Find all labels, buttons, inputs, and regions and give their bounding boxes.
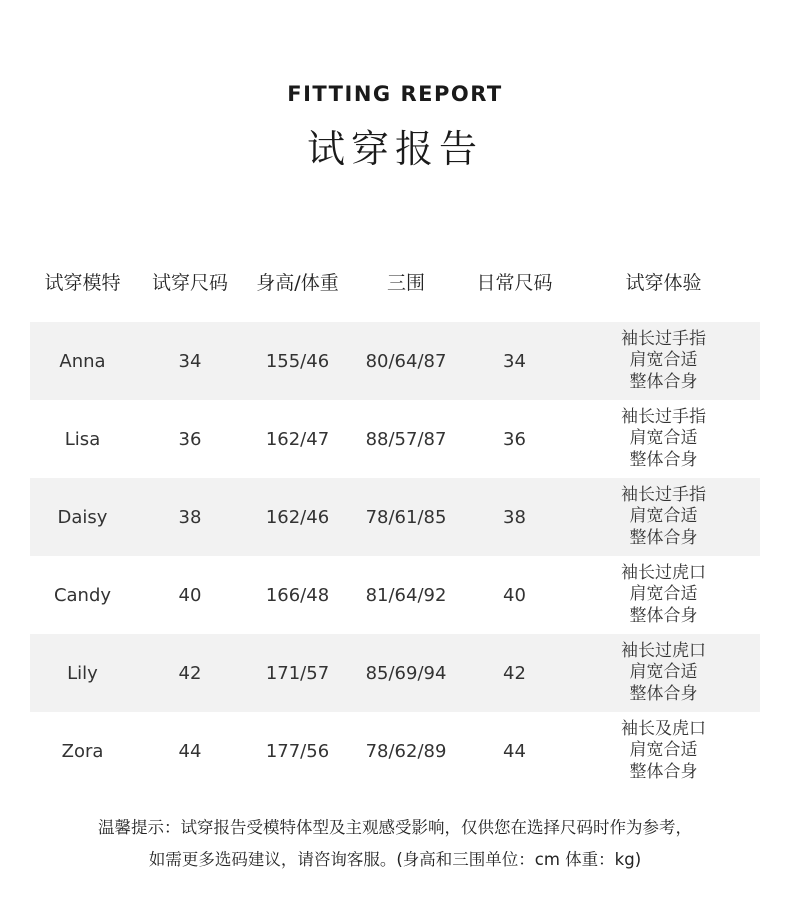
table-row <box>30 478 760 556</box>
experience-sleeve: 袖长过虎口 <box>621 640 706 661</box>
experience-overall: 整体合身 <box>629 683 698 704</box>
table-row <box>30 634 760 712</box>
experience-sleeve: 袖长过手指 <box>621 406 706 427</box>
experience-shoulder: 肩宽合适 <box>629 740 698 761</box>
fitting-experience <box>567 641 760 706</box>
experience-sleeve: 袖长过手指 <box>621 484 706 505</box>
try-size: 42 <box>178 662 202 684</box>
table-row <box>30 712 760 790</box>
height-weight: 171/57 <box>265 662 330 684</box>
try-size: 44 <box>178 740 202 762</box>
daily-size: 40 <box>503 584 526 606</box>
try-size: 38 <box>178 506 202 528</box>
fitting-experience <box>567 485 760 550</box>
measurements: 85/69/94 <box>365 662 447 684</box>
try-size: 36 <box>178 428 202 450</box>
notes-line-2: 如需更多选码建议，请咨询客服。(身高和三围单位：cm 体重：kg) <box>148 850 642 869</box>
model-name: Candy <box>53 584 112 606</box>
experience-sleeve: 袖长及虎口 <box>621 718 706 739</box>
notes-line-1: 温馨提示：试穿报告受模特体型及主观感受影响，仅供您在选择尺码时作为参考， <box>98 818 692 837</box>
daily-size: 38 <box>503 506 526 528</box>
model-name: Anna <box>59 350 106 372</box>
measurements: 81/64/92 <box>365 584 447 606</box>
fitting-experience <box>567 563 760 628</box>
experience-overall: 整体合身 <box>629 527 698 548</box>
measurements: 88/57/87 <box>365 428 447 450</box>
header-daily-size: 日常尺码 <box>476 271 553 294</box>
fitting-table <box>30 255 760 790</box>
experience-overall: 整体合身 <box>629 449 698 470</box>
header-experience: 试穿体验 <box>625 271 702 294</box>
model-name: Lily <box>67 662 98 684</box>
height-weight: 166/48 <box>265 584 330 606</box>
table-header-row <box>30 255 760 307</box>
report-title-english: FITTING REPORT <box>287 82 503 106</box>
experience-overall: 整体合身 <box>629 371 698 392</box>
daily-size: 36 <box>503 428 526 450</box>
height-weight: 155/46 <box>265 350 330 372</box>
model-name: Daisy <box>57 506 108 528</box>
header-try-size: 试穿尺码 <box>151 271 228 294</box>
experience-overall: 整体合身 <box>629 605 698 626</box>
experience-shoulder: 肩宽合适 <box>629 350 698 371</box>
header-measurements: 三围 <box>386 271 425 294</box>
report-title-chinese: 试穿报告 <box>306 127 483 171</box>
experience-overall: 整体合身 <box>629 761 698 782</box>
fitting-experience <box>567 719 760 784</box>
experience-sleeve: 袖长过虎口 <box>621 562 706 583</box>
experience-shoulder: 肩宽合适 <box>629 662 698 683</box>
table-row <box>30 322 760 400</box>
fitting-notes <box>0 812 790 876</box>
fitting-experience <box>567 329 760 394</box>
experience-sleeve: 袖长过手指 <box>621 328 706 349</box>
measurements: 78/62/89 <box>365 740 447 762</box>
model-name: Zora <box>61 740 104 762</box>
height-weight: 177/56 <box>265 740 330 762</box>
measurements: 78/61/85 <box>365 506 447 528</box>
measurements: 80/64/87 <box>365 350 447 372</box>
daily-size: 44 <box>503 740 526 762</box>
table-row <box>30 400 760 478</box>
model-name: Lisa <box>64 428 101 450</box>
fitting-experience <box>567 407 760 472</box>
table-row <box>30 556 760 634</box>
experience-shoulder: 肩宽合适 <box>629 428 698 449</box>
daily-size: 34 <box>503 350 526 372</box>
daily-size: 42 <box>503 662 526 684</box>
header-model: 试穿模特 <box>44 271 121 294</box>
height-weight: 162/47 <box>265 428 330 450</box>
experience-shoulder: 肩宽合适 <box>629 506 698 527</box>
try-size: 40 <box>178 584 202 606</box>
height-weight: 162/46 <box>265 506 330 528</box>
try-size: 34 <box>178 350 202 372</box>
header-height-weight: 身高/体重 <box>256 271 339 294</box>
experience-shoulder: 肩宽合适 <box>629 584 698 605</box>
